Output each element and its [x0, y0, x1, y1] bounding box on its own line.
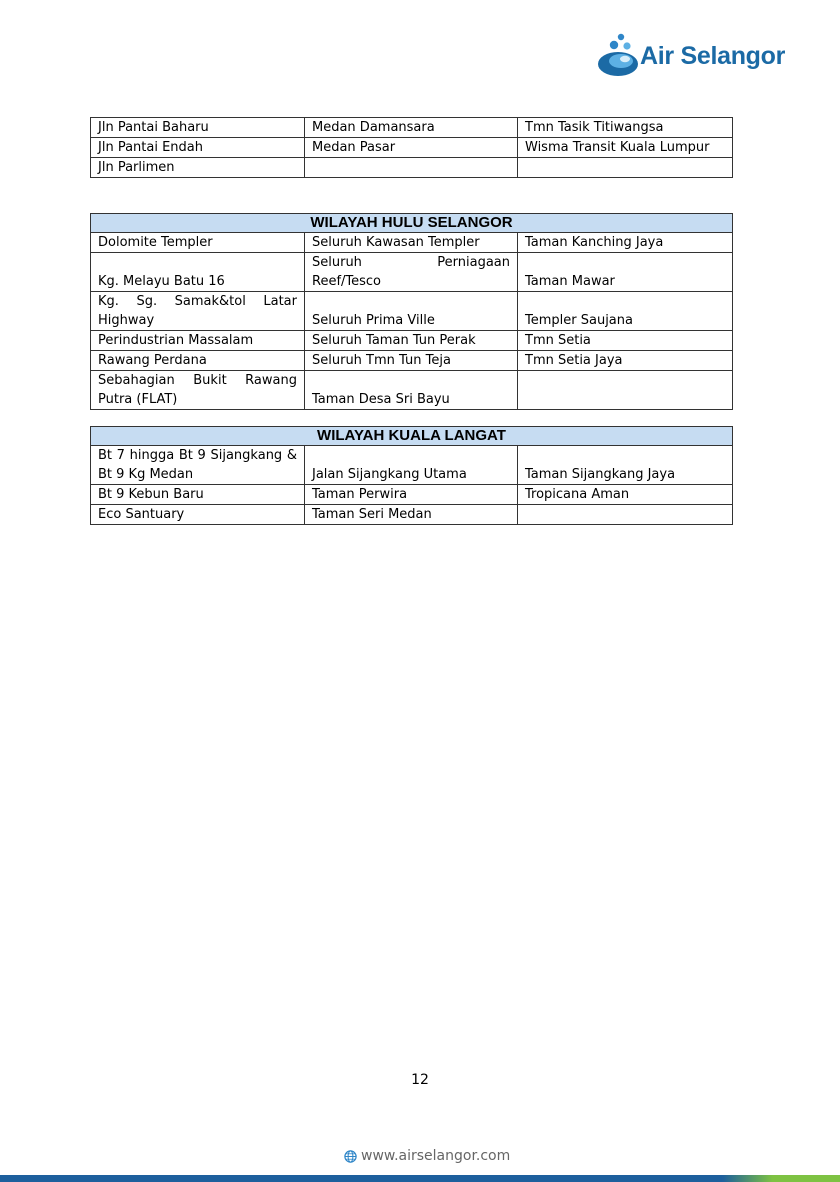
table-cell: Dolomite Templer: [91, 233, 305, 253]
table-cell: Tmn Setia Jaya: [518, 351, 733, 371]
table-row: [91, 505, 733, 525]
table-cell: Jln Pantai Baharu: [91, 118, 305, 138]
table-cell: Tmn Tasik Titiwangsa: [518, 118, 733, 138]
section-title: WILAYAH HULU SELANGOR: [91, 214, 733, 233]
table-cell: Kg. Melayu Batu 16: [91, 253, 305, 292]
table-header-row: [91, 427, 733, 446]
table-cell: Taman Sijangkang Jaya: [518, 446, 733, 485]
table-cell: Kg. Sg. Samak&tol Latar Highway: [91, 292, 305, 331]
table-cell: Seluruh Tmn Tun Teja: [305, 351, 518, 371]
footer-url-link[interactable]: www.airselangor.com: [361, 1148, 511, 1164]
table-row: [91, 371, 733, 410]
table-cell: Sebahagian Bukit Rawang Putra (FLAT): [91, 371, 305, 410]
table-cell: Taman Desa Sri Bayu: [305, 371, 518, 410]
table-kuala-langat: [90, 426, 733, 525]
table-cell-empty: [518, 505, 733, 525]
table-row: [91, 292, 733, 331]
table-row: [91, 158, 733, 178]
water-drop-logo-icon: [596, 32, 640, 80]
table-row: [91, 253, 733, 292]
table-cell: Bt 9 Kebun Baru: [91, 485, 305, 505]
table-row: [91, 446, 733, 485]
table-cell: Seluruh Kawasan Templer: [305, 233, 518, 253]
table-cell: Taman Seri Medan: [305, 505, 518, 525]
table-cell: Taman Mawar: [518, 253, 733, 292]
table-row: [91, 351, 733, 371]
table-cell: Wisma Transit Kuala Lumpur: [518, 138, 733, 158]
table-hulu-selangor: [90, 213, 733, 410]
table-cell: Eco Santuary: [91, 505, 305, 525]
table-cell: Jln Pantai Endah: [91, 138, 305, 158]
table-row: [91, 331, 733, 351]
table-cell: Tmn Setia: [518, 331, 733, 351]
table-continued: [90, 117, 733, 178]
table-cell-empty: [305, 158, 518, 178]
table-cell: Medan Damansara: [305, 118, 518, 138]
air-selangor-logo: [596, 32, 806, 80]
table-cell: Taman Perwira: [305, 485, 518, 505]
logo-text: Air Selangor: [640, 42, 786, 70]
table-row: [91, 138, 733, 158]
table-cell: Taman Kanching Jaya: [518, 233, 733, 253]
table-cell: Seluruh Taman Tun Perak: [305, 331, 518, 351]
table-cell: Seluruh Perniagaan Reef/Tesco: [305, 253, 518, 292]
table-cell: Perindustrian Massalam: [91, 331, 305, 351]
table-row: [91, 485, 733, 505]
table-cell: Tropicana Aman: [518, 485, 733, 505]
table-cell: Bt 7 hingga Bt 9 Sijangkang & Bt 9 Kg Medan: [91, 446, 305, 485]
table-cell: Jalan Sijangkang Utama: [305, 446, 518, 485]
section-title: WILAYAH KUALA LANGAT: [91, 427, 733, 446]
table-cell-empty: [518, 158, 733, 178]
table-row: [91, 233, 733, 253]
globe-icon: [344, 1150, 357, 1163]
table-cell: Templer Saujana: [518, 292, 733, 331]
table-row: [91, 118, 733, 138]
table-header-row: [91, 214, 733, 233]
table-cell: Medan Pasar: [305, 138, 518, 158]
table-cell-empty: [518, 371, 733, 410]
footer-color-bar: [0, 1175, 840, 1182]
page-number: 12: [411, 1072, 429, 1088]
table-cell: Seluruh Prima Ville: [305, 292, 518, 331]
table-cell: Rawang Perdana: [91, 351, 305, 371]
table-cell: Jln Parlimen: [91, 158, 305, 178]
